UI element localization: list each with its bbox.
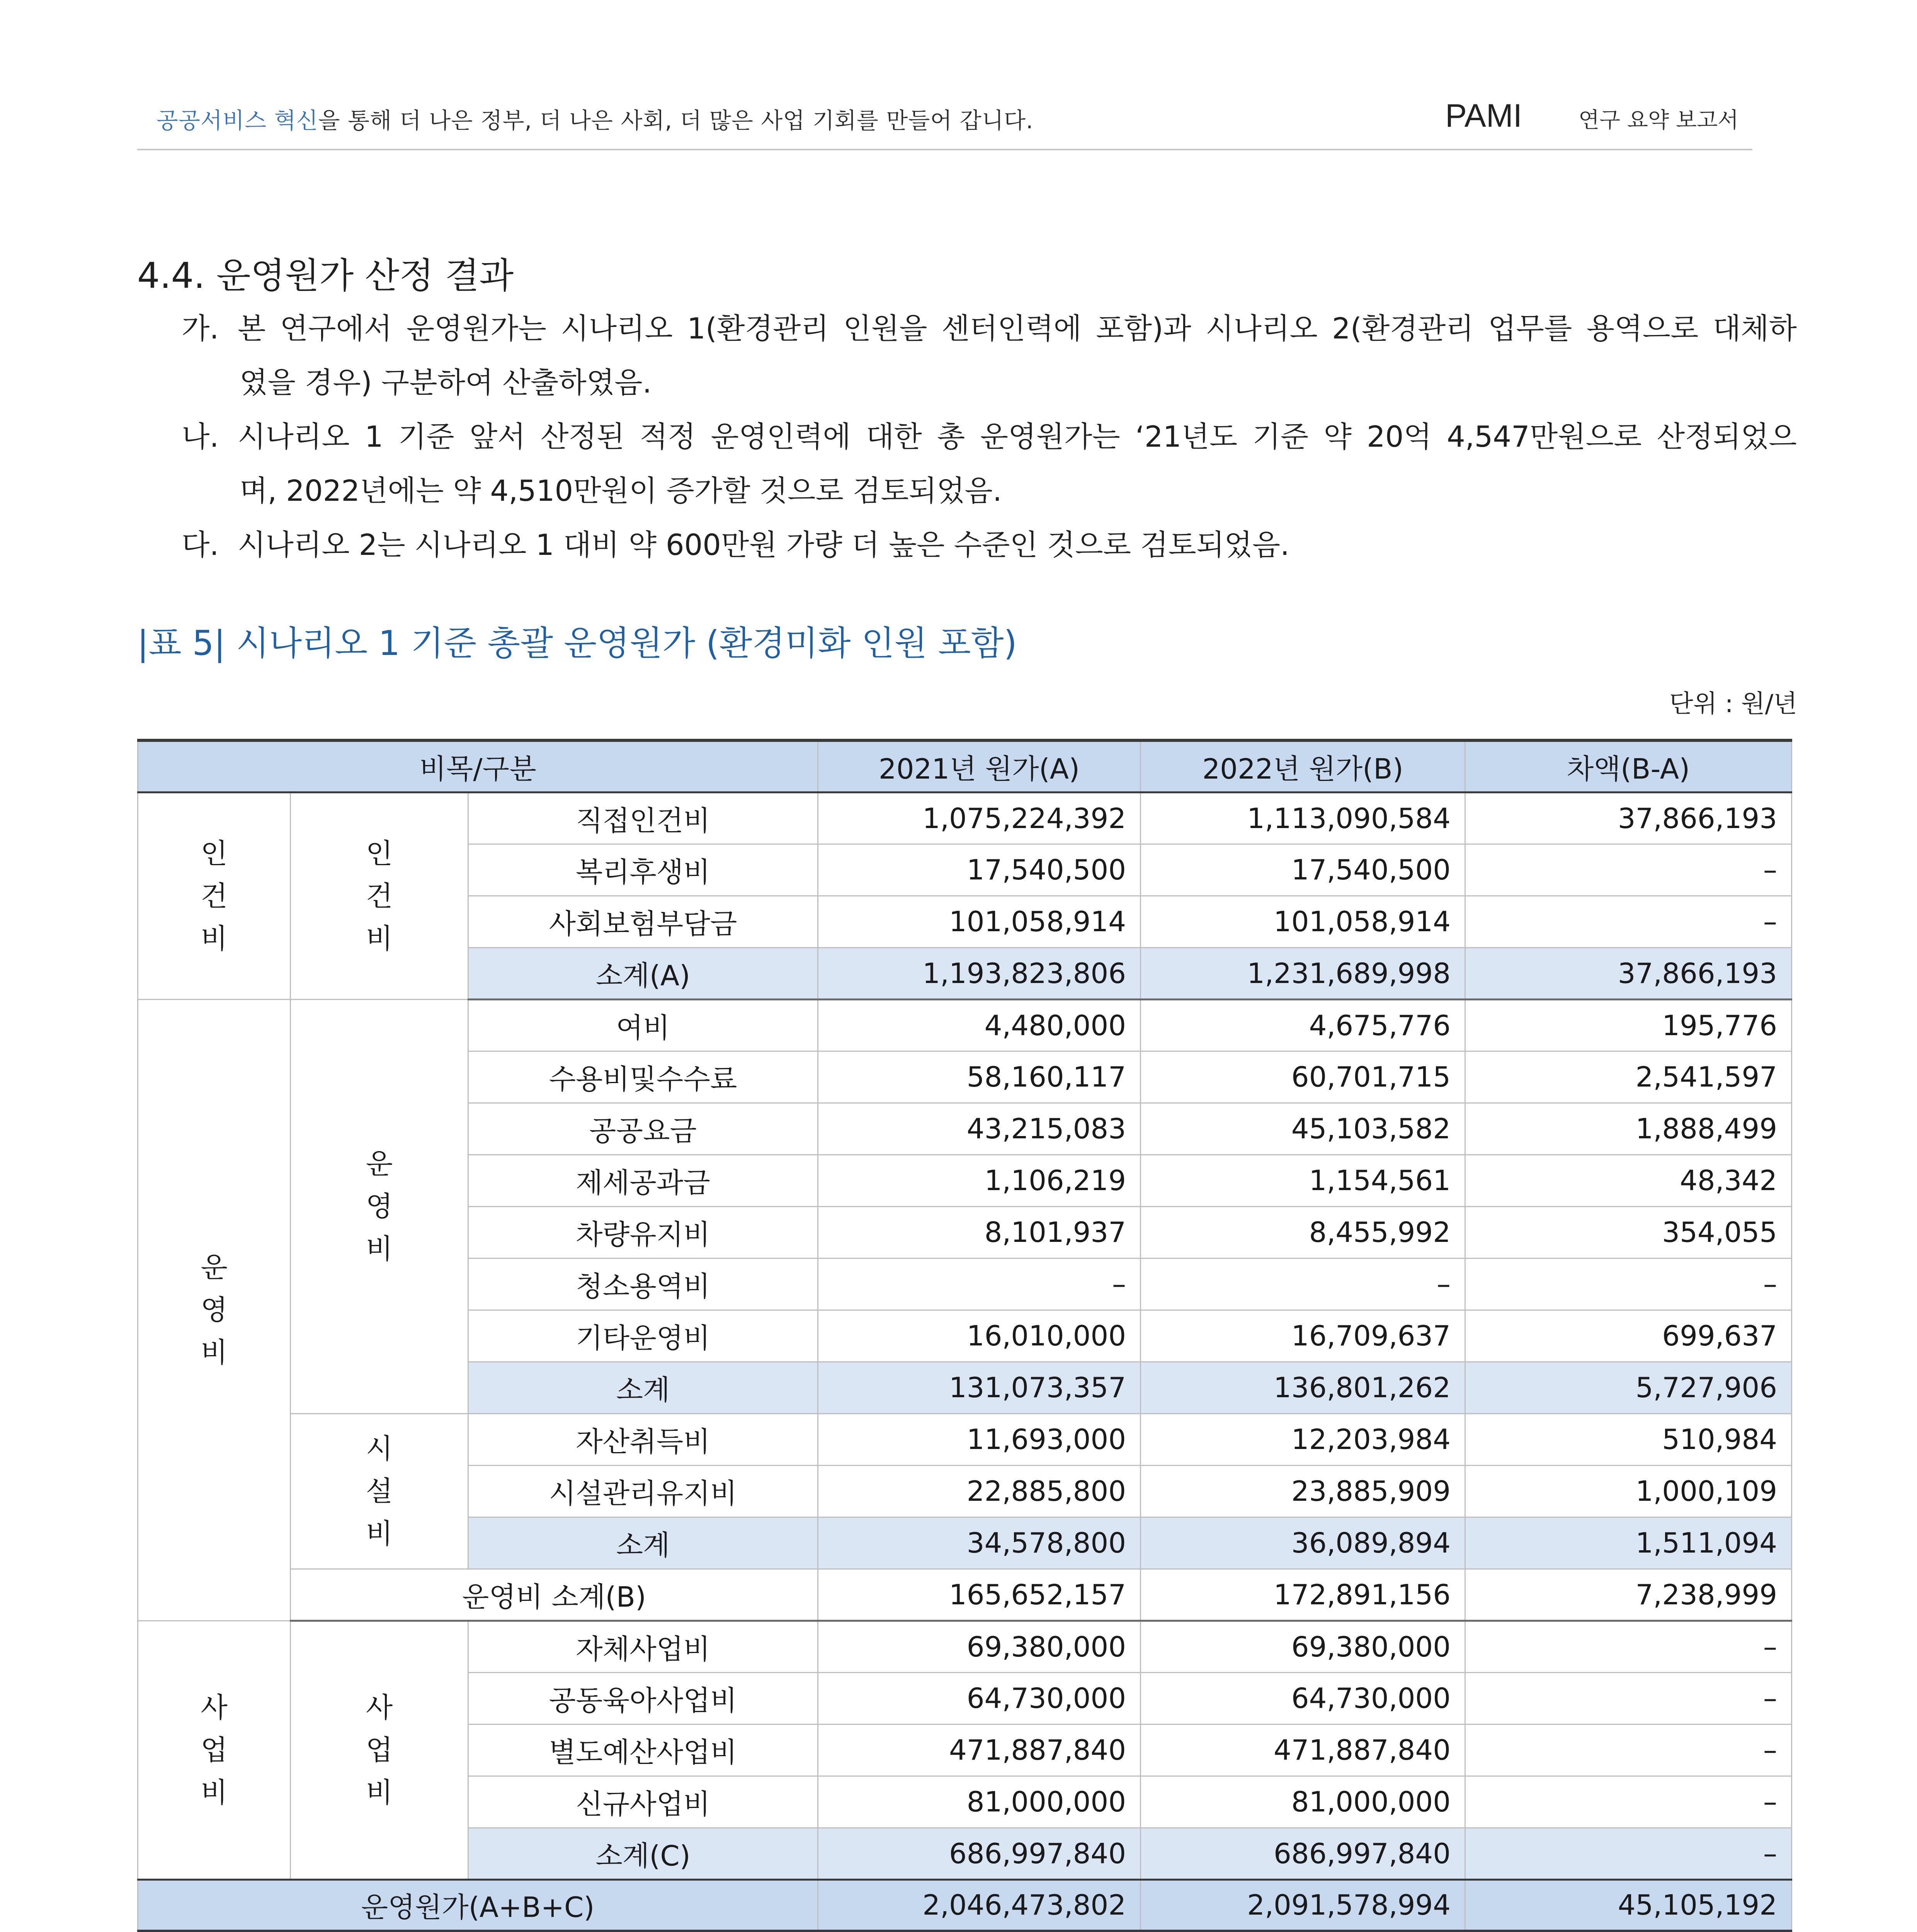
page-header <box>137 95 1752 150</box>
cell-2022: 36,089,894 <box>1141 1517 1465 1569</box>
row-label: 소계(A) <box>468 947 818 999</box>
table-row <box>138 999 1792 1051</box>
cell-2022: 69,380,000 <box>1141 1621 1465 1672</box>
cell-2022: – <box>1141 1258 1465 1310</box>
cell-diff: 1,888,499 <box>1465 1103 1792 1155</box>
row-label: 공동육아사업비 <box>468 1672 818 1724</box>
group-personnel <box>138 792 291 999</box>
cell-2022: 64,730,000 <box>1141 1672 1465 1724</box>
cell-2022: 1,113,090,584 <box>1141 792 1465 844</box>
table-row-total <box>138 1879 1792 1931</box>
table-caption: |표 5| 시나리오 1 기준 총괄 운영원가 (환경미화 인원 포함) <box>137 623 1017 663</box>
row-label: 시설관리유지비 <box>468 1465 818 1517</box>
subgroup-personnel <box>291 792 468 999</box>
cell-diff: – <box>1465 1258 1792 1310</box>
header-report-type: 연구 요약 보고서 <box>1579 108 1739 133</box>
cell-2021: 11,693,000 <box>818 1413 1141 1465</box>
cell-2022: 1,154,561 <box>1141 1155 1465 1206</box>
cell-diff: 45,105,192 <box>1465 1879 1792 1931</box>
cell-2021: 101,058,914 <box>818 896 1141 947</box>
cell-2022: 172,891,156 <box>1141 1569 1465 1621</box>
section-44-title: 4.4. 운영원가 산정 결과 <box>137 255 514 296</box>
cell-2022: 136,801,262 <box>1141 1362 1465 1413</box>
cost-table <box>137 739 1792 1932</box>
cell-2022: 45,103,582 <box>1141 1103 1465 1155</box>
item-marker: 나. <box>182 420 219 454</box>
cell-diff: – <box>1465 1672 1792 1724</box>
table-unit: 단위 : 원/년 <box>1669 690 1797 718</box>
cell-diff: 195,776 <box>1465 999 1792 1051</box>
section-44-item-1 <box>182 301 1797 410</box>
table-row <box>138 1413 1792 1465</box>
table-row <box>138 1621 1792 1672</box>
row-label: 여비 <box>468 999 818 1051</box>
group-label: 인 건 비 <box>201 837 228 955</box>
cell-2022: 686,997,840 <box>1141 1828 1465 1879</box>
cell-diff: 1,511,094 <box>1465 1517 1792 1569</box>
cell-2022: 4,675,776 <box>1141 999 1465 1051</box>
group-label: 사 업 비 <box>201 1691 228 1809</box>
group-business <box>138 1621 291 1879</box>
item-marker: 다. <box>182 528 219 562</box>
cell-diff: – <box>1465 1776 1792 1828</box>
group-operating <box>138 999 291 1621</box>
cell-2022: 17,540,500 <box>1141 844 1465 896</box>
cell-2021: 131,073,357 <box>818 1362 1141 1413</box>
cell-2021: 4,480,000 <box>818 999 1141 1051</box>
subgroup-label: 운 영 비 <box>366 1148 393 1265</box>
cell-2021: 81,000,000 <box>818 1776 1141 1828</box>
header-diff: 차액(B-A) <box>1465 740 1792 792</box>
cell-diff: – <box>1465 844 1792 896</box>
row-label: 복리후생비 <box>468 844 818 896</box>
section-44-item-2 <box>182 410 1797 518</box>
subgroup-facility <box>291 1413 468 1569</box>
cell-2022: 81,000,000 <box>1141 1776 1465 1828</box>
cell-2022: 8,455,992 <box>1141 1206 1465 1258</box>
cell-2021: 17,540,500 <box>818 844 1141 896</box>
row-label: 별도예산사업비 <box>468 1724 818 1776</box>
table-header-row <box>138 740 1792 792</box>
row-label: 기타운영비 <box>468 1310 818 1362</box>
cell-2021: 471,887,840 <box>818 1724 1141 1776</box>
cell-2021: 165,652,157 <box>818 1569 1141 1621</box>
header-slogan <box>156 102 1033 135</box>
cell-2022: 16,709,637 <box>1141 1310 1465 1362</box>
subgroup-label: 시 설 비 <box>366 1432 393 1550</box>
cell-2021: 22,885,800 <box>818 1465 1141 1517</box>
row-label: 운영원가(A+B+C) <box>138 1879 818 1931</box>
row-label: 운영비 소계(B) <box>291 1569 818 1621</box>
cell-2021: 1,193,823,806 <box>818 947 1141 999</box>
cell-2022: 1,231,689,998 <box>1141 947 1465 999</box>
cell-diff: – <box>1465 1828 1792 1879</box>
cell-2022: 23,885,909 <box>1141 1465 1465 1517</box>
cell-2021: 58,160,117 <box>818 1051 1141 1103</box>
cell-diff: 37,866,193 <box>1465 792 1792 844</box>
subgroup-operating <box>291 999 468 1413</box>
header-2021: 2021년 원가(A) <box>818 740 1141 792</box>
cell-2021: 43,215,083 <box>818 1103 1141 1155</box>
subgroup-label: 사 업 비 <box>366 1691 393 1809</box>
cell-2021: 1,075,224,392 <box>818 792 1141 844</box>
row-label: 차량유지비 <box>468 1206 818 1258</box>
header-slogan-accent: 공공서비스 혁신 <box>156 107 318 134</box>
cell-2022: 12,203,984 <box>1141 1413 1465 1465</box>
cell-2022: 2,091,578,994 <box>1141 1879 1465 1931</box>
cell-diff: 48,342 <box>1465 1155 1792 1206</box>
cell-2021: 64,730,000 <box>818 1672 1141 1724</box>
item-text: 시나리오 2는 시나리오 1 대비 약 600만원 가량 더 높은 수준인 것으로 검토되었음. <box>238 528 1290 562</box>
row-label: 소계(C) <box>468 1828 818 1879</box>
row-label: 수용비및수수료 <box>468 1051 818 1103</box>
cell-2021: 16,010,000 <box>818 1310 1141 1362</box>
cell-2021: 2,046,473,802 <box>818 1879 1141 1931</box>
item-marker: 가. <box>182 311 219 345</box>
cell-2022: 60,701,715 <box>1141 1051 1465 1103</box>
subgroup-label: 인 건 비 <box>366 837 393 955</box>
cell-diff: – <box>1465 1724 1792 1776</box>
header-slogan-rest: 을 통해 더 나은 정부, 더 나은 사회, 더 많은 사업 기회를 만들어 갑니다. <box>318 107 1034 134</box>
item-text: 본 연구에서 운영원가는 시나리오 1(환경관리 인원을 센터인력에 포함)과 시나리오 2(환경관리 업무를 용역으로 대체하 <box>238 311 1797 345</box>
cell-diff: 7,238,999 <box>1465 1569 1792 1621</box>
row-label: 신규사업비 <box>468 1776 818 1828</box>
cell-diff: 699,637 <box>1465 1310 1792 1362</box>
cell-2021: – <box>818 1258 1141 1310</box>
cell-2021: 1,106,219 <box>818 1155 1141 1206</box>
cell-2021: 34,578,800 <box>818 1517 1141 1569</box>
cell-diff: 37,866,193 <box>1465 947 1792 999</box>
subgroup-business <box>291 1621 468 1879</box>
item-text: 시나리오 1 기준 앞서 산정된 적정 운영인력에 대한 총 운영원가는 ‘21년도 기준 약 20억 4,547만원으로 산정되었으 <box>238 420 1797 454</box>
table-row-subtotal <box>138 1569 1792 1621</box>
item-text-cont: 였을 경우) 구분하여 산출하였음. <box>240 366 652 400</box>
header-brand: PAMI <box>1445 97 1522 134</box>
row-label: 자체사업비 <box>468 1621 818 1672</box>
cell-2021: 69,380,000 <box>818 1621 1141 1672</box>
cell-diff: 354,055 <box>1465 1206 1792 1258</box>
cell-diff: 1,000,109 <box>1465 1465 1792 1517</box>
cell-2022: 471,887,840 <box>1141 1724 1465 1776</box>
group-label: 운 영 비 <box>201 1251 228 1369</box>
cell-diff: – <box>1465 1621 1792 1672</box>
row-label: 소계 <box>468 1517 818 1569</box>
section-44-item-3 <box>182 518 1797 572</box>
cell-2021: 686,997,840 <box>818 1828 1141 1879</box>
cell-2022: 101,058,914 <box>1141 896 1465 947</box>
item-text-cont: 며, 2022년에는 약 4,510만원이 증가할 것으로 검토되었음. <box>240 474 1002 508</box>
table-row <box>138 792 1792 844</box>
row-label: 제세공과금 <box>468 1155 818 1206</box>
cell-2021: 8,101,937 <box>818 1206 1141 1258</box>
cell-diff: 2,541,597 <box>1465 1051 1792 1103</box>
row-label: 청소용역비 <box>468 1258 818 1310</box>
cell-diff: – <box>1465 896 1792 947</box>
row-label: 공공요금 <box>468 1103 818 1155</box>
row-label: 직접인건비 <box>468 792 818 844</box>
header-2022: 2022년 원가(B) <box>1141 740 1465 792</box>
row-label: 사회보험부담금 <box>468 896 818 947</box>
cell-diff: 5,727,906 <box>1465 1362 1792 1413</box>
header-category: 비목/구분 <box>138 740 818 792</box>
row-label: 자산취득비 <box>468 1413 818 1465</box>
row-label: 소계 <box>468 1362 818 1413</box>
cell-diff: 510,984 <box>1465 1413 1792 1465</box>
